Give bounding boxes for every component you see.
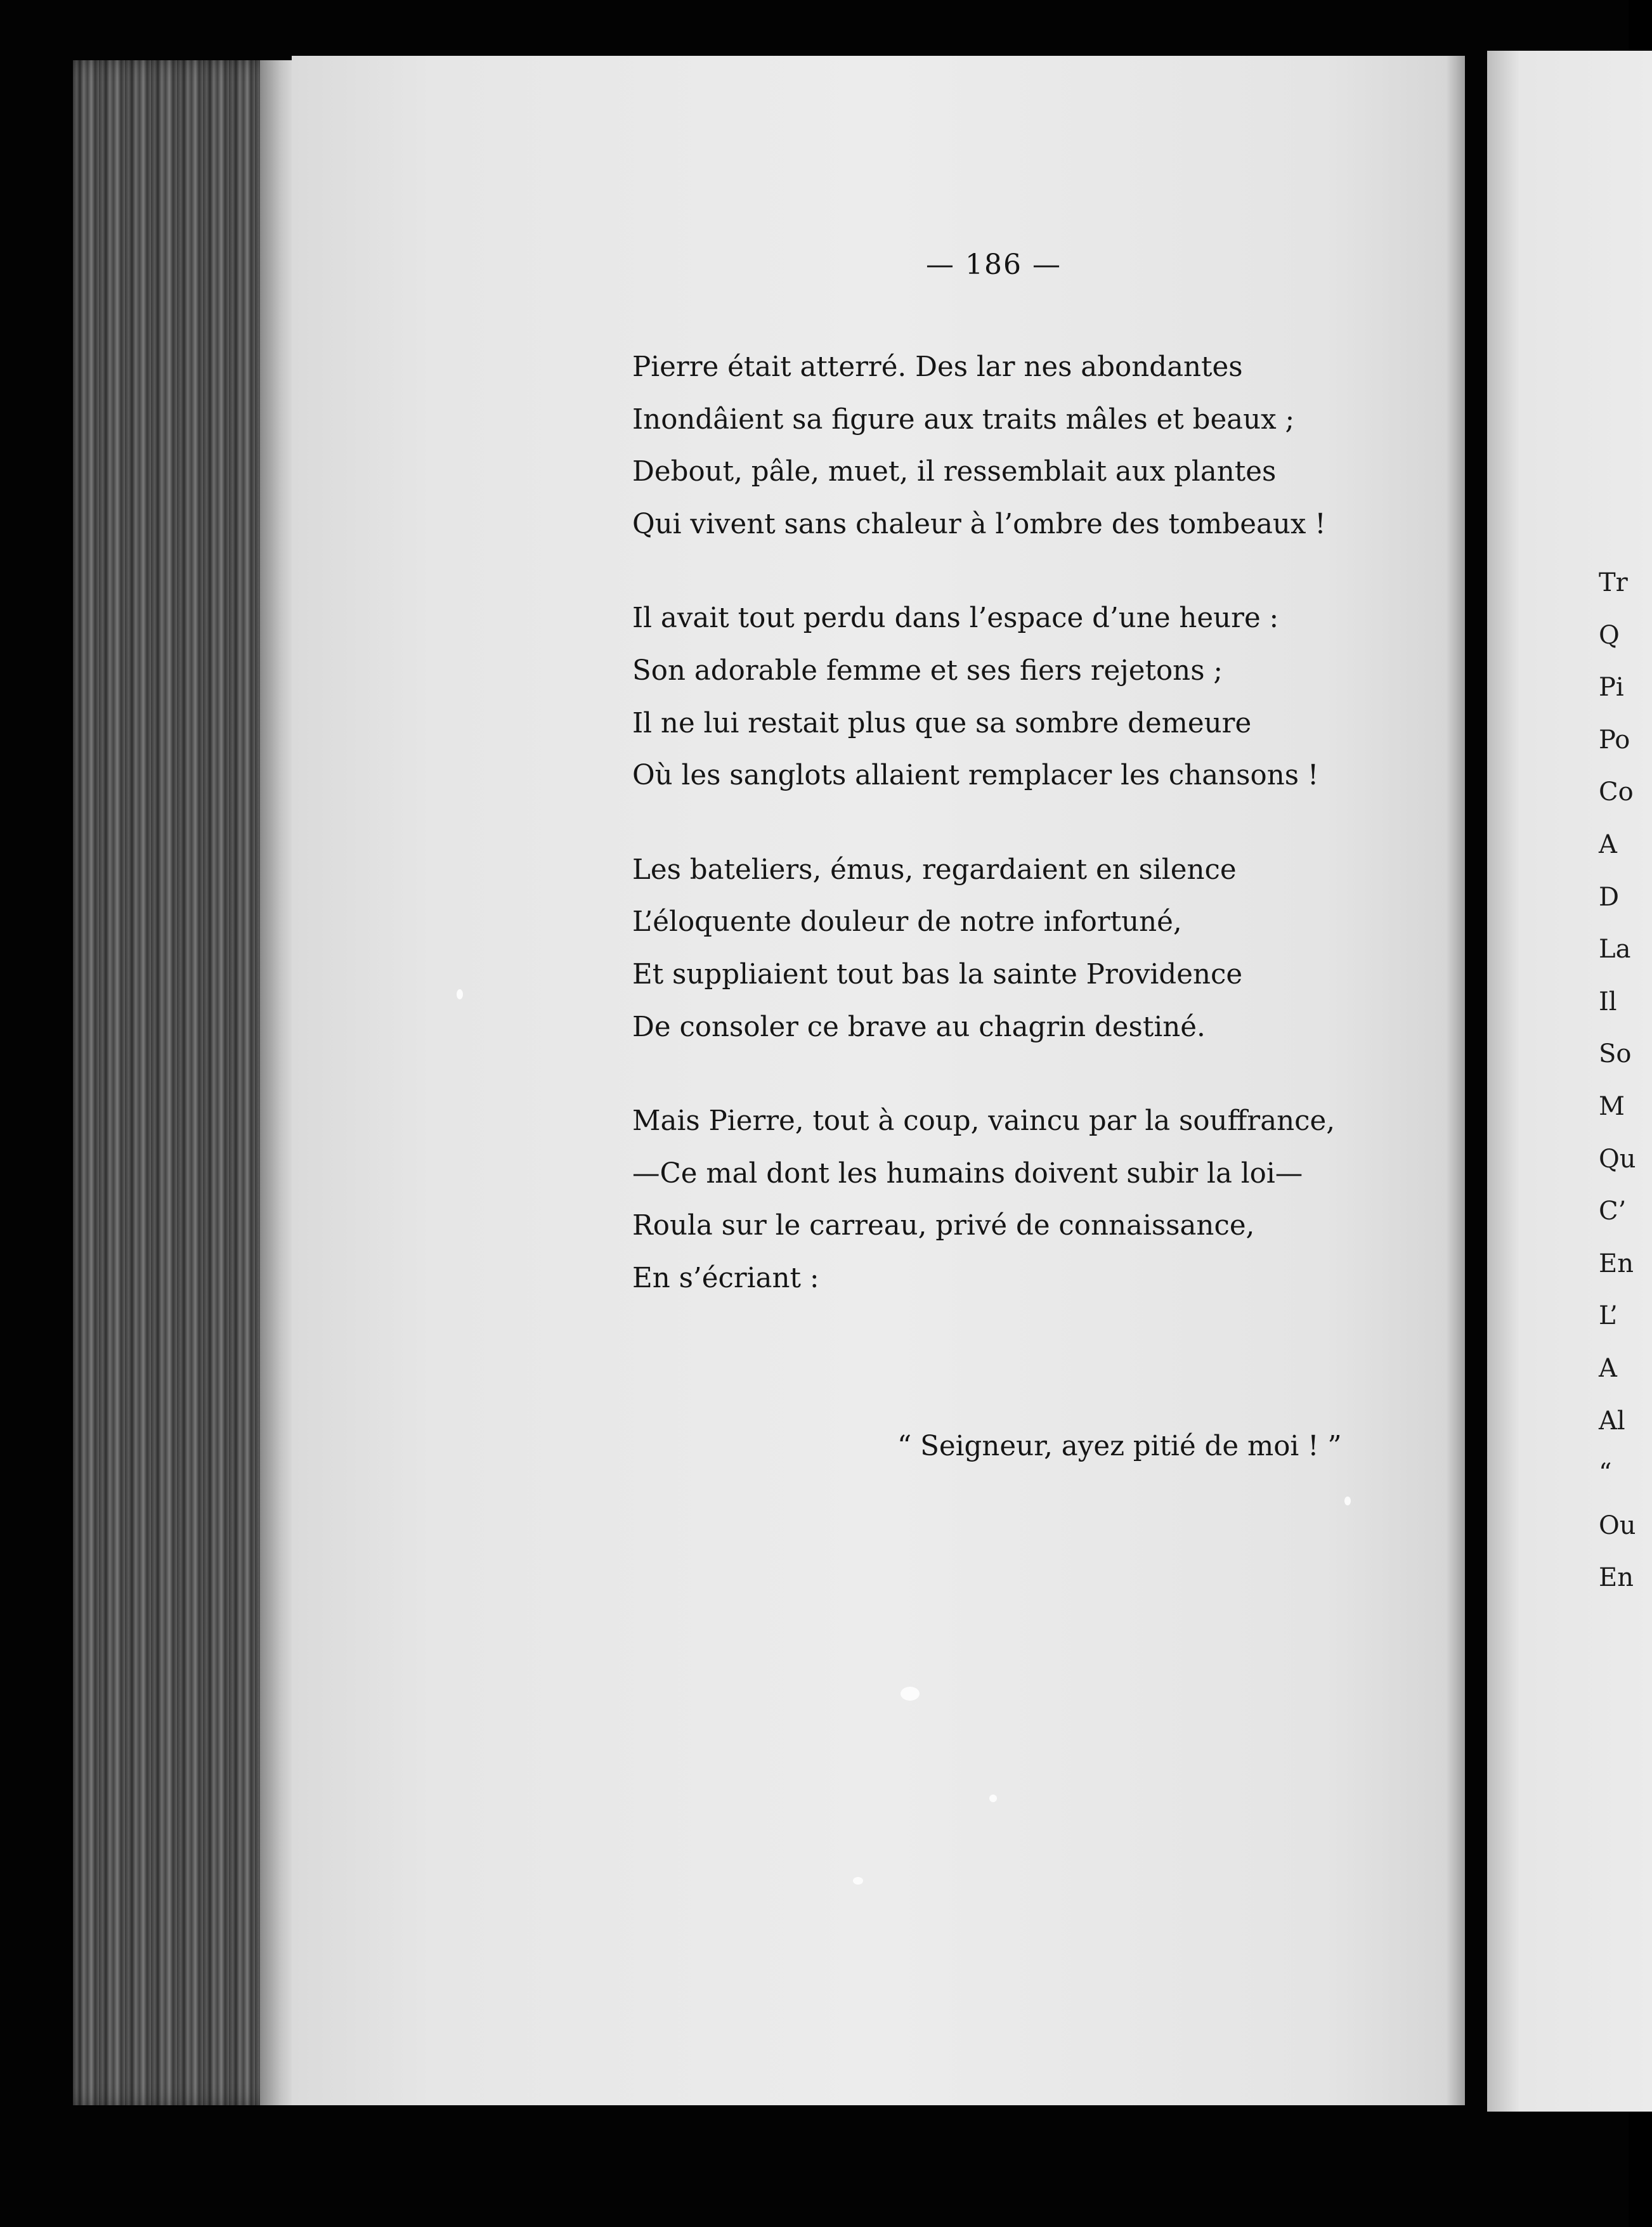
adjacent-page-line-fragment: Po [1599,725,1630,755]
verse-line: Il avait tout perdu dans l’espace d’une heure : [632,602,1279,635]
poem-body [632,341,1457,1347]
adjacent-page-line-fragment: D [1599,882,1620,912]
adjacent-page-line-fragment: Tr [1599,568,1628,597]
adjacent-page-line-fragment: Q [1599,620,1620,650]
verse-line: De consoler ce brave au chagrin destiné. [632,1011,1206,1043]
verse-line: Et suppliaient tout bas la sainte Providence [632,958,1243,990]
verse-line: Où les sanglots allaient remplacer les chansons ! [632,760,1319,792]
adjacent-page-line-fragment: Co [1599,777,1634,807]
verse-line: Les bateliers, émus, regardaient en silence [632,854,1237,886]
page-number: — 186 — [926,249,1062,281]
verse-line: Debout, pâle, muet, il ressemblait aux plantes [632,456,1277,488]
closing-exclamation: “ Seigneur, ayez pitié de moi ! ” [897,1431,1342,1462]
adjacent-page-line-fragment: L’ [1599,1301,1618,1331]
verse-line: En s’écriant : [632,1262,819,1294]
dust-speck [853,1877,863,1885]
adjacent-page-line-fragment: La [1599,935,1631,964]
adjacent-page-line-fragment: Al [1599,1406,1625,1436]
adjacent-page-line-fragment: So [1599,1039,1632,1069]
verse-line: Pierre était atterré. Des lar nes abondantes [632,351,1243,383]
adjacent-page-line-fragment: En [1599,1563,1634,1593]
adjacent-page-line-fragment: Qu [1599,1144,1636,1174]
adjacent-page-line-fragment: Pi [1599,673,1624,703]
dust-speck [1344,1497,1351,1505]
adjacent-page-line-fragment: En [1599,1249,1634,1278]
verse-line: Inondâient sa figure aux traits mâles et beaux ; [632,403,1295,436]
verse-line: —Ce mal dont les humains doivent subir la loi— [632,1157,1303,1190]
book-page-edges [73,60,295,2105]
verse-line: Roula sur le carreau, privé de connaissance, [632,1210,1255,1242]
dust-speck [901,1687,920,1701]
adjacent-page-text [1599,557,1636,1604]
stanza-4 [632,1095,1457,1304]
dust-speck [457,989,463,999]
adjacent-page-line-fragment: A [1599,829,1617,859]
adjacent-page-line-fragment: “ [1599,1458,1612,1488]
stanza-3 [632,844,1457,1053]
adjacent-page-line-fragment: Ou [1599,1510,1636,1540]
verse-line: L’éloquente douleur de notre infortuné, [632,906,1182,938]
verse-line: Mais Pierre, tout à coup, vaincu par la souffrance, [632,1105,1336,1138]
verse-line: Qui vivent sans chaleur à l’ombre des tombeaux ! [632,508,1326,540]
adjacent-page-line-fragment: C’ [1599,1197,1627,1226]
adjacent-page-line-fragment: Il [1599,987,1617,1016]
verse-line: Il ne lui restait plus que sa sombre demeure [632,707,1252,739]
stanza-1 [632,341,1457,550]
stanza-2 [632,592,1457,802]
verse-line: Son adorable femme et ses fiers rejetons ; [632,654,1223,687]
dust-speck [989,1795,997,1802]
adjacent-page-line-fragment: M [1599,1091,1625,1121]
adjacent-page-line-fragment: A [1599,1353,1617,1383]
